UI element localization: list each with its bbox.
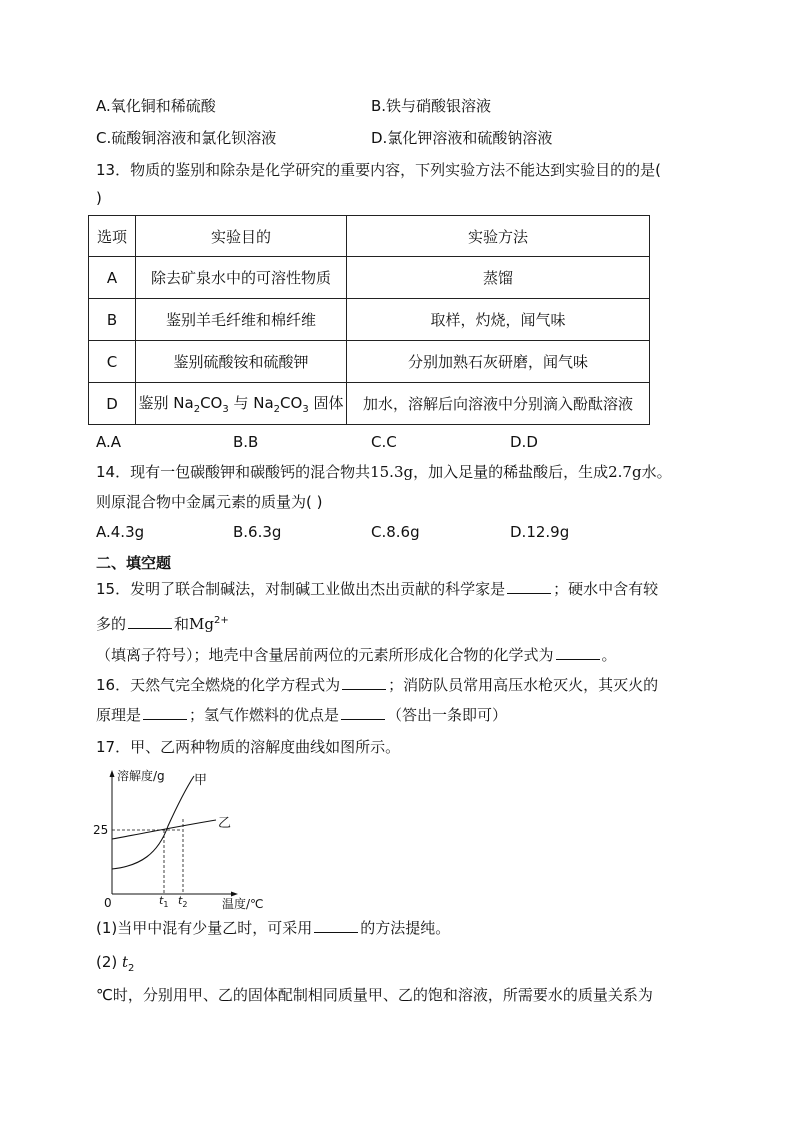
row-purpose: 鉴别硫酸铵和硫酸钾 <box>136 341 347 383</box>
answer-blank[interactable] <box>128 614 172 629</box>
answer-blank[interactable] <box>556 645 600 660</box>
q13-option-b: B.B <box>233 433 259 451</box>
q14-text: ，加入足量的稀盐酸后，生成 <box>413 463 609 481</box>
q13-option-c: C.C <box>371 433 397 451</box>
table-header-row <box>89 216 650 257</box>
tick-sub: 2 <box>182 900 188 909</box>
q17-sub2-label <box>96 952 134 979</box>
temperature-var: t <box>122 953 129 971</box>
purpose-prefix: 鉴别 Na <box>138 394 194 412</box>
row-option: D <box>89 383 136 425</box>
q15-text: 15．发明了联合制碱法，对制碱工业做出杰出贡献的科学家是 <box>96 580 506 598</box>
tick-sub: 1 <box>163 900 169 909</box>
q15-text: ；硬水中含有较 <box>553 580 659 598</box>
q13-table <box>88 215 650 425</box>
section-heading: 二、填空题 <box>96 554 172 572</box>
x-axis-label: 温度/℃ <box>222 897 264 910</box>
q16-text: ；氢气作燃料的优点是 <box>189 706 340 724</box>
q17-text: (2) <box>96 953 123 971</box>
row-option: C <box>89 341 136 383</box>
y-axis-label: 溶解度/g <box>117 769 165 783</box>
q15-line3 <box>96 645 617 665</box>
q17-sub1 <box>96 918 450 938</box>
q16-text: ；消防队员常用高压水枪灭火，其灭火的 <box>388 676 659 694</box>
q14-mass-water: 2.7g <box>608 463 642 481</box>
q13-option-a: A.A <box>96 433 122 451</box>
q12-option-d: D.氯化钾溶液和硫酸钠溶液 <box>371 129 553 147</box>
table-row <box>89 341 650 383</box>
x-axis-arrow <box>231 892 238 897</box>
q15-line2 <box>96 611 229 634</box>
row-option: A <box>89 257 136 299</box>
x-tick-t1 <box>159 894 168 909</box>
header-option: 选项 <box>89 216 136 257</box>
header-purpose: 实验目的 <box>136 216 347 257</box>
series-label-yi: 乙 <box>218 816 232 831</box>
q14-option-c: C.8.6g <box>371 523 420 541</box>
q15-text: 。 <box>601 646 617 664</box>
row-purpose: 除去矿泉水中的可溶性物质 <box>136 257 347 299</box>
q15-text: （填离子符号）；地壳中含量居前两位的元素所形成化合物的化学式为 <box>96 646 554 664</box>
subscript: 3 <box>302 404 309 415</box>
answer-blank[interactable] <box>143 705 187 720</box>
series-line-jia <box>112 776 194 869</box>
q14-text: 水。 <box>641 463 672 481</box>
row-method: 蒸馏 <box>347 257 650 299</box>
q16-text: 原理是 <box>96 706 142 724</box>
temperature-sub: 2 <box>128 963 135 974</box>
table-row <box>89 383 650 425</box>
row-option: B <box>89 299 136 341</box>
q15-line1 <box>96 579 658 599</box>
q17-text: 的方法提纯。 <box>360 919 451 937</box>
ion-charge: 2+ <box>214 615 229 626</box>
formula-part: CO <box>280 394 303 412</box>
answer-blank[interactable] <box>314 918 358 933</box>
answer-blank[interactable] <box>507 579 551 594</box>
answer-blank[interactable] <box>341 705 385 720</box>
q17-sub2-line: ℃时，分别用甲、乙的固体配制相同质量甲、乙的饱和溶液，所需要水的质量关系为 <box>96 986 653 1004</box>
row-method: 取样，灼烧，闻气味 <box>347 299 650 341</box>
q14-option-a: A.4.3g <box>96 523 145 541</box>
q14-option-b: B.6.3g <box>233 523 282 541</box>
subscript: 2 <box>273 404 281 415</box>
q14-text: 14．现有一包碳酸钾和碳酸钙的混合物共 <box>96 463 371 481</box>
q14-line1 <box>96 462 672 482</box>
q14-line2: 则原混合物中金属元素的质量为( ) <box>96 493 323 511</box>
q13-option-d: D.D <box>510 433 538 451</box>
answer-blank[interactable] <box>342 675 386 690</box>
q15-text: 和 <box>174 615 190 633</box>
subscript: 2 <box>193 404 201 415</box>
q16-text: （答出一条即可） <box>387 706 508 724</box>
q16-line2 <box>96 705 507 725</box>
q17-text: (1)当甲中混有少量乙时，可采用 <box>96 919 313 937</box>
q15-text: 多的 <box>96 615 127 633</box>
row-purpose <box>136 383 347 425</box>
q14-mass-mixture: 15.3g <box>370 463 414 481</box>
formula-part: CO <box>200 394 223 412</box>
q12-option-b: B.铁与硝酸银溶液 <box>371 97 492 115</box>
q16-line1 <box>96 675 658 695</box>
table-row <box>89 257 650 299</box>
q12-option-c: C.硫酸铜溶液和氯化钡溶液 <box>96 129 277 147</box>
q12-option-a: A.氧化铜和稀硫酸 <box>96 97 216 115</box>
formula-part: 与 Na <box>228 394 274 412</box>
q13-stem-end: ) <box>96 189 102 207</box>
row-method: 加水，溶解后向溶液中分别滴入酚酞溶液 <box>347 383 650 425</box>
origin-label: 0 <box>104 896 112 910</box>
q17-stem: 17．甲、乙两种物质的溶解度曲线如图所示。 <box>96 738 401 756</box>
purpose-suffix: 固体 <box>308 394 344 412</box>
x-tick-t2 <box>178 894 187 909</box>
header-method: 实验方法 <box>347 216 650 257</box>
subscript: 3 <box>222 404 229 415</box>
q13-stem: 13．物质的鉴别和除杂是化学研究的重要内容，下列实验方法不能达到实验目的的是( <box>96 161 661 179</box>
solubility-chart <box>90 768 280 910</box>
tick-var: t <box>159 894 164 907</box>
table-row <box>89 299 650 341</box>
magnesium-ion: Mg <box>189 615 214 633</box>
y-axis-arrow <box>110 770 115 777</box>
q14-option-d: D.12.9g <box>510 523 570 541</box>
y-tick-label: 25 <box>93 823 109 837</box>
row-method: 分别加熟石灰研磨，闻气味 <box>347 341 650 383</box>
tick-var: t <box>178 894 183 907</box>
series-label-jia: 甲 <box>194 773 208 788</box>
q16-text: 16．天然气完全燃烧的化学方程式为 <box>96 676 341 694</box>
row-purpose: 鉴别羊毛纤维和棉纤维 <box>136 299 347 341</box>
